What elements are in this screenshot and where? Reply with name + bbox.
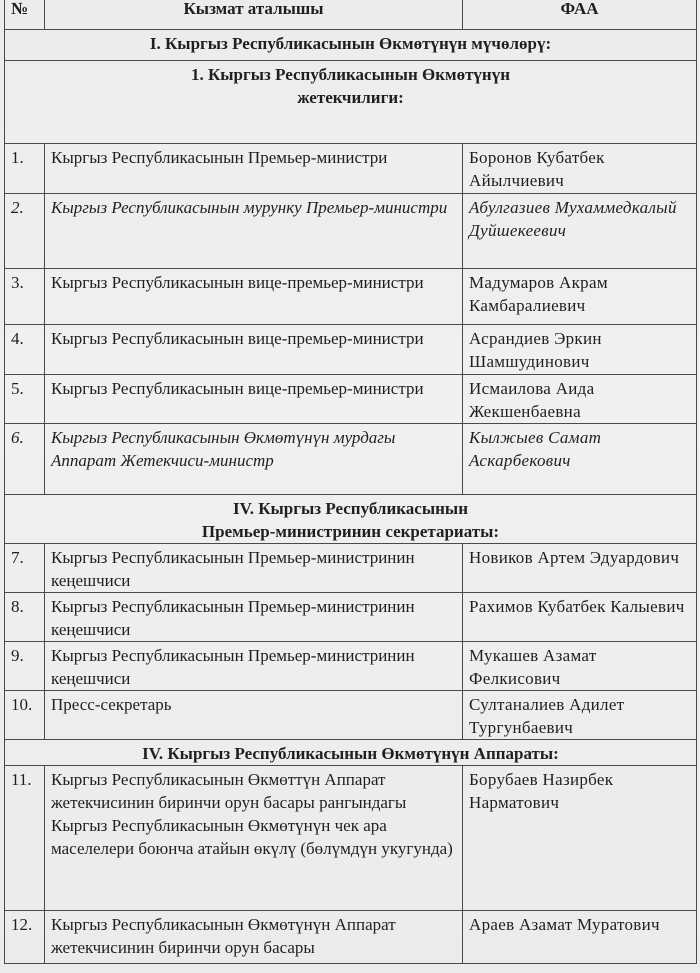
row-name: Асрандиев Эркин Шамшудинович	[463, 325, 697, 375]
row-position: Кыргыз Республикасынын Өкмөтүнүн мурдагы Аппарат Жетекчиси-министр	[45, 424, 463, 495]
subsection-line-2: жетекчилиги:	[297, 88, 404, 107]
row-position: Пресс-секретарь	[45, 691, 463, 740]
subsection-title-leadership	[5, 61, 697, 144]
table-row	[5, 194, 697, 269]
row-num: 6.	[5, 424, 45, 495]
row-num: 9.	[5, 642, 45, 691]
row-num: 11.	[5, 766, 45, 911]
table-row	[5, 325, 697, 375]
row-num: 2.	[5, 194, 45, 269]
row-num: 1.	[5, 144, 45, 194]
row-num: 5.	[5, 375, 45, 424]
row-position: Кыргыз Республикасынын вице-премьер-министри	[45, 375, 463, 424]
row-name: Араев Азамат Муратович	[463, 911, 697, 964]
subsection-line-1: 1. Кыргыз Республикасынын Өкмөтүнүн	[190, 65, 511, 84]
row-position: Кыргыз Республикасынын Өкмөтүнүн Аппарат жетекчисинин биринчи орун басары	[45, 911, 463, 964]
header-position: Кызмат аталышы	[45, 0, 463, 30]
row-num: 4.	[5, 325, 45, 375]
section-title-secretariat	[5, 495, 697, 544]
officials-table	[4, 0, 697, 964]
row-name: Мадумаров Акрам Камбаралиевич	[463, 269, 697, 325]
header-num: №	[5, 0, 45, 30]
row-position: Кыргыз Республикасынын вице-премьер-министри	[45, 269, 463, 325]
row-num: 7.	[5, 544, 45, 593]
section-row	[5, 495, 697, 544]
row-name: Кылжыев Самат Аскарбекович	[463, 424, 697, 495]
row-position: Кыргыз Республикасынын мурунку Премьер-министри	[45, 194, 463, 269]
row-position: Кыргыз Республикасынын Премьер-министри	[45, 144, 463, 194]
row-name: Боронов Кубатбек Айылчиевич	[463, 144, 697, 194]
table-row	[5, 424, 697, 495]
table-row	[5, 593, 697, 642]
row-name: Рахимов Кубатбек Калыевич	[463, 593, 697, 642]
section-title-members: I. Кыргыз Республикасынын Өкмөтүнүн мүчөлөрү:	[5, 30, 697, 61]
table-row	[5, 691, 697, 740]
row-num: 3.	[5, 269, 45, 325]
row-position: Кыргыз Республикасынын Өкмөттүн Аппарат жетекчисинин биринчи орун басары рангындагы Кыргыз Республикасынын Өкмөтүнүн чек ара маселелери боюнча атайын өкүлү (бөлүмдүн укугунда)	[45, 766, 463, 911]
row-name: Абулгазиев Мухаммедкалый Дуйшекеевич	[463, 194, 697, 269]
table-row	[5, 269, 697, 325]
row-name: Исмаилова Аида Жекшенбаевна	[463, 375, 697, 424]
row-name: Новиков Артем Эдуардович	[463, 544, 697, 593]
row-position: Кыргыз Республикасынын Премьер-министринин кеңешчиси	[45, 544, 463, 593]
section-row	[5, 740, 697, 766]
header-name: ФАА	[463, 0, 697, 30]
section-title-apparatus: IV. Кыргыз Республикасынын Өкмөтүнүн Аппараты:	[5, 740, 697, 766]
section-line-1: IV. Кыргыз Республикасынын	[233, 499, 468, 518]
row-num: 12.	[5, 911, 45, 964]
row-name: Мукашев Азамат Фелкисович	[463, 642, 697, 691]
table-header-row	[5, 0, 697, 30]
row-num: 10.	[5, 691, 45, 740]
table-row	[5, 375, 697, 424]
table-row	[5, 642, 697, 691]
subsection-row	[5, 61, 697, 144]
row-position: Кыргыз Республикасынын Премьер-министринин кеңешчиси	[45, 642, 463, 691]
table-row	[5, 911, 697, 964]
table-row	[5, 144, 697, 194]
row-name: Султаналиев Адилет Тургунбаевич	[463, 691, 697, 740]
section-row	[5, 30, 697, 61]
row-position: Кыргыз Республикасынын Премьер-министринин кеңешчиси	[45, 593, 463, 642]
table-row	[5, 544, 697, 593]
table-row	[5, 766, 697, 911]
row-num: 8.	[5, 593, 45, 642]
row-position: Кыргыз Республикасынын вице-премьер-министри	[45, 325, 463, 375]
row-name: Борубаев Назирбек Нарматович	[463, 766, 697, 911]
section-line-2: Премьер-министринин секретариаты:	[201, 522, 500, 541]
